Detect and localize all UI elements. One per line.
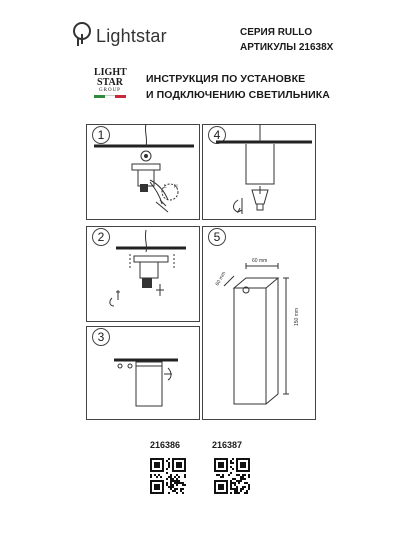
qr-code-1 — [150, 458, 186, 494]
step-3-illustration — [86, 326, 200, 420]
step-3-number: 3 — [92, 328, 110, 346]
brand-name: Lightstar — [96, 26, 167, 46]
step-2-illustration — [86, 226, 200, 322]
logo-line-1: LIGHT — [94, 67, 127, 78]
step-1-number: 1 — [92, 126, 110, 144]
live-label: L — [164, 184, 167, 190]
series-label: СЕРИЯ RULLO — [240, 27, 313, 38]
dimension-height-label: 150 mm — [294, 307, 300, 326]
step-1-illustration — [86, 124, 200, 220]
lightstar-group-logo — [94, 68, 126, 108]
flag-stripe — [94, 95, 126, 98]
step-2-number: 2 — [92, 228, 110, 246]
logo-line-3: GROUP — [99, 88, 121, 93]
lightbulb-logo-icon — [70, 20, 94, 50]
step-4-illustration — [202, 124, 316, 220]
logo-line-2: STAR — [97, 77, 123, 88]
step-5-number: 5 — [208, 228, 226, 246]
qr-code-2 — [214, 458, 250, 494]
product-code-1: 216386 — [150, 440, 181, 450]
product-code-2: 216387 — [212, 440, 243, 450]
step-4-number: 4 — [208, 126, 226, 144]
articles-label: АРТИКУЛЫ 21638X — [240, 42, 334, 53]
step-5-illustration — [202, 226, 316, 420]
title-line-1: ИНСТРУКЦИЯ ПО УСТАНОВКЕ — [146, 73, 306, 85]
dimension-width-label: 60 mm — [252, 258, 268, 264]
title-line-2: И ПОДКЛЮЧЕНИЮ СВЕТИЛЬНИКА — [146, 89, 330, 101]
neutral-label: N — [174, 184, 178, 190]
dimension-depth-label: 60 mm — [214, 270, 228, 287]
